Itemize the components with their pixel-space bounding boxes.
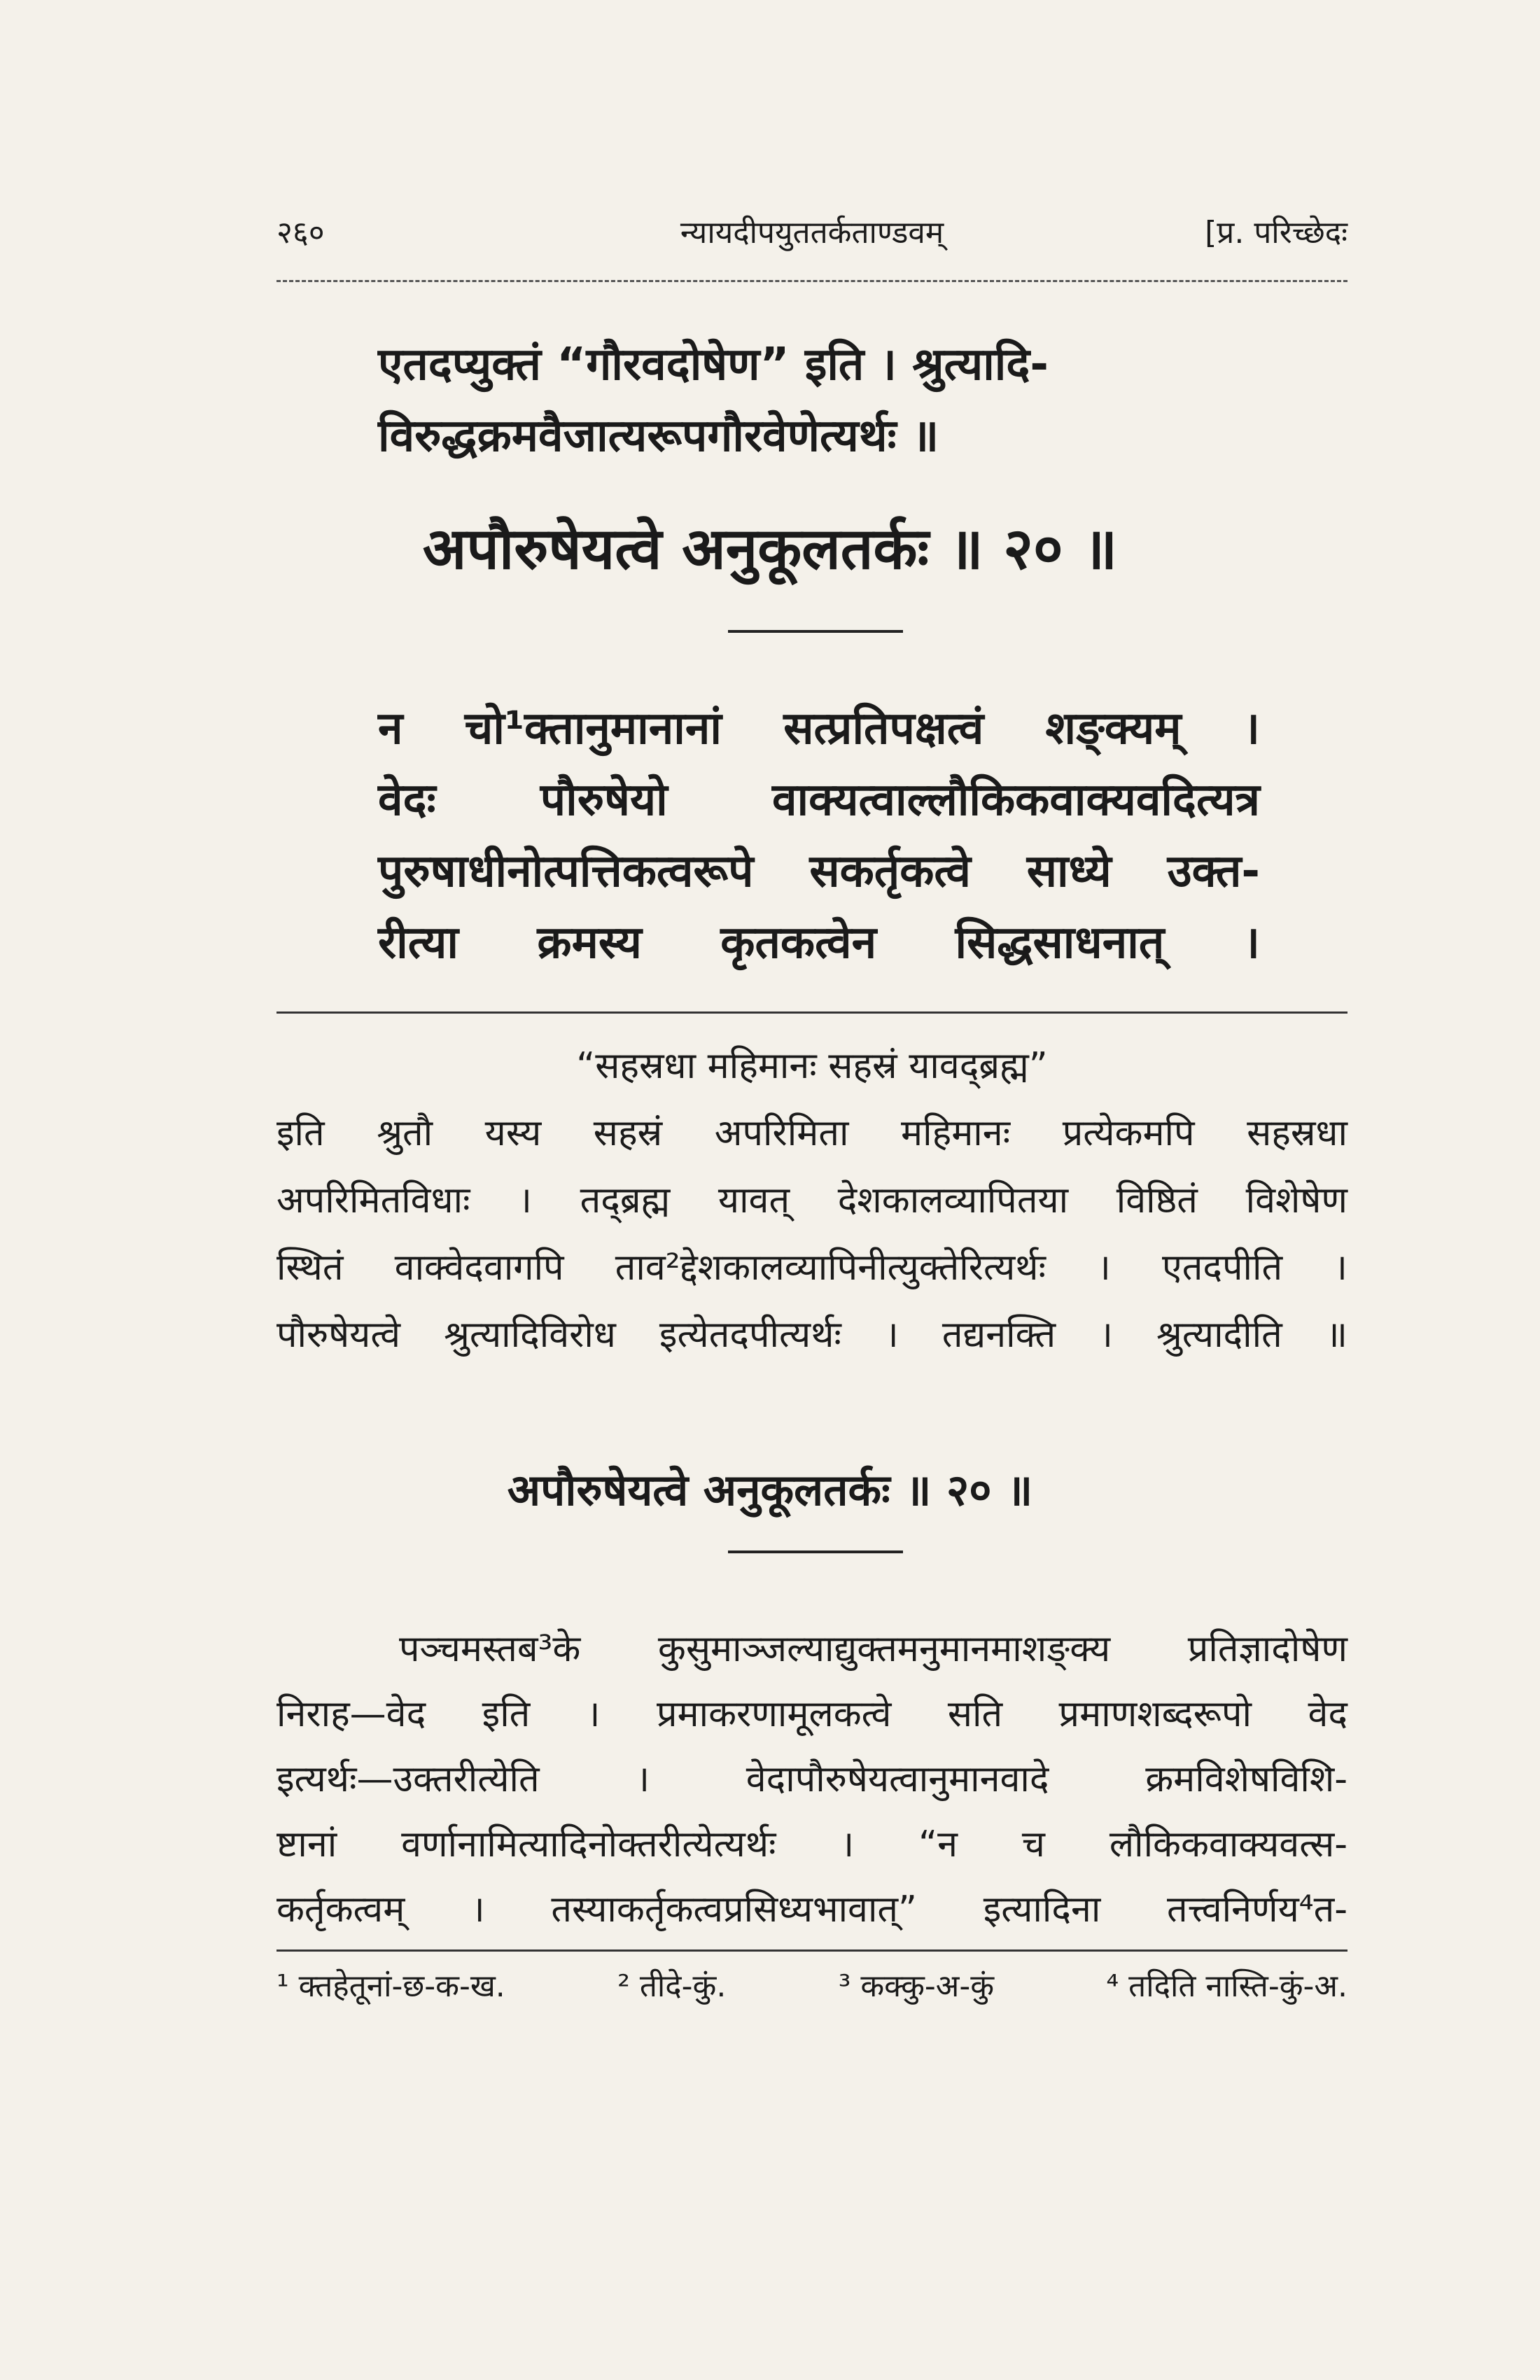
commentary-line: अपरिमितविधाः । तद्ब्रह्म यावत् देशकालव्यापितया विष्ठितं विशेषेण: [276, 1180, 1348, 1222]
commentary: [276, 1032, 1348, 1368]
section-heading: अपौरुषेयत्वे अनुकूलतर्कः ॥ २० ॥: [422, 516, 1118, 582]
footnote-rule: [276, 1949, 1348, 1952]
running-title: न्यायदीपयुततर्कताण्डवम्: [680, 215, 944, 251]
commentary-line: स्थितं वाक्वेदवागपि ताव²द्देशकालव्यापिनीत्युक्तेरित्यर्थः । एतदपीति ।: [276, 1247, 1348, 1289]
footnote: ¹ क्तहेतूनां-छ-क-ख.: [276, 1968, 505, 2004]
mula-line: एतदप्युक्तं “गौरवदोषेण” इति । श्रुत्यादि-: [378, 339, 1049, 391]
tika-line: कर्तृकत्वम् । तस्याकर्तृकत्वप्रसिध्यभावात्” इत्यादिना तत्त्वनिर्णय⁴त-: [276, 1889, 1348, 1931]
mula-line: वेदः पौरुषेयो वाक्यत्वाल्लौकिकवाक्यवदित्यत्र: [378, 774, 1260, 826]
short-rule: [728, 630, 903, 633]
mula-main: [378, 693, 1260, 979]
page-number: २६०: [276, 215, 325, 251]
tika-line: पञ्चमस्तब³के कुसुमाञ्जल्याद्युक्तमनुमानमाशङ्क्य प्रतिज्ञादोषेण: [399, 1628, 1348, 1670]
footnote: ³ कक्कु-अ-कुं: [838, 1968, 995, 2004]
section-heading-repeat: अपौरुषेयत्वे अनुकूलतर्कः ॥ २० ॥: [507, 1464, 1033, 1516]
mula-top: [378, 329, 1260, 472]
section-label: [प्र. परिच्छेदः: [1205, 215, 1348, 251]
mula-line: न चो¹क्तानुमानानां सत्प्रतिपक्षत्वं शङ्क्यम् ।: [378, 703, 1260, 755]
mula-line: विरुद्धक्रमवैजात्यरूपगौरवेणेत्यर्थः ॥: [378, 410, 939, 462]
tika-line: ष्टानां वर्णानामित्यादिनोक्तरीत्येत्यर्थः । “न च लौकिकवाक्यवत्स-: [276, 1823, 1348, 1865]
tika-line: इत्यर्थः—उक्तरीत्येति । वेदापौरुषेयत्वानुमानवादे क्रमविशेषविशि-: [276, 1758, 1348, 1800]
commentary-line: पौरुषेयत्वे श्रुत्यादिविरोध इत्येतदपीत्यर्थः । तद्यनक्ति । श्रुत्यादीति ॥: [276, 1314, 1348, 1356]
running-header: [276, 210, 1348, 259]
footnote: ⁴ तदिति नास्ति-कुं-अ.: [1106, 1968, 1348, 2004]
commentary-line: इति श्रुतौ यस्य सहस्रं अपरिमिता महिमानः प्रत्येकमपि सहस्रधा: [276, 1112, 1348, 1154]
mula-line: पुरुषाधीनोत्पत्तिकत्वरूपे सकर्तृकत्वे साध्ये उक्त-: [378, 846, 1260, 897]
quotation: “सहस्रधा महिमानः सहस्रं यावद्ब्रह्म”: [576, 1045, 1048, 1087]
sub-commentary: [276, 1617, 1348, 1942]
footnote: ² तीदे-कुं.: [617, 1968, 727, 2004]
header-rule: [276, 280, 1348, 282]
tika-line: निराह—वेद इति । प्रमाकरणामूलकत्वे सति प्रमाणशब्दरूपो वेद: [276, 1693, 1348, 1735]
footnotes: [276, 1963, 1348, 2005]
short-rule: [728, 1550, 903, 1553]
mula-line: रीत्या क्रमस्य कृतकत्वेन सिद्धसाधनात् ।: [378, 917, 1260, 969]
commentary-rule: [276, 1011, 1348, 1014]
